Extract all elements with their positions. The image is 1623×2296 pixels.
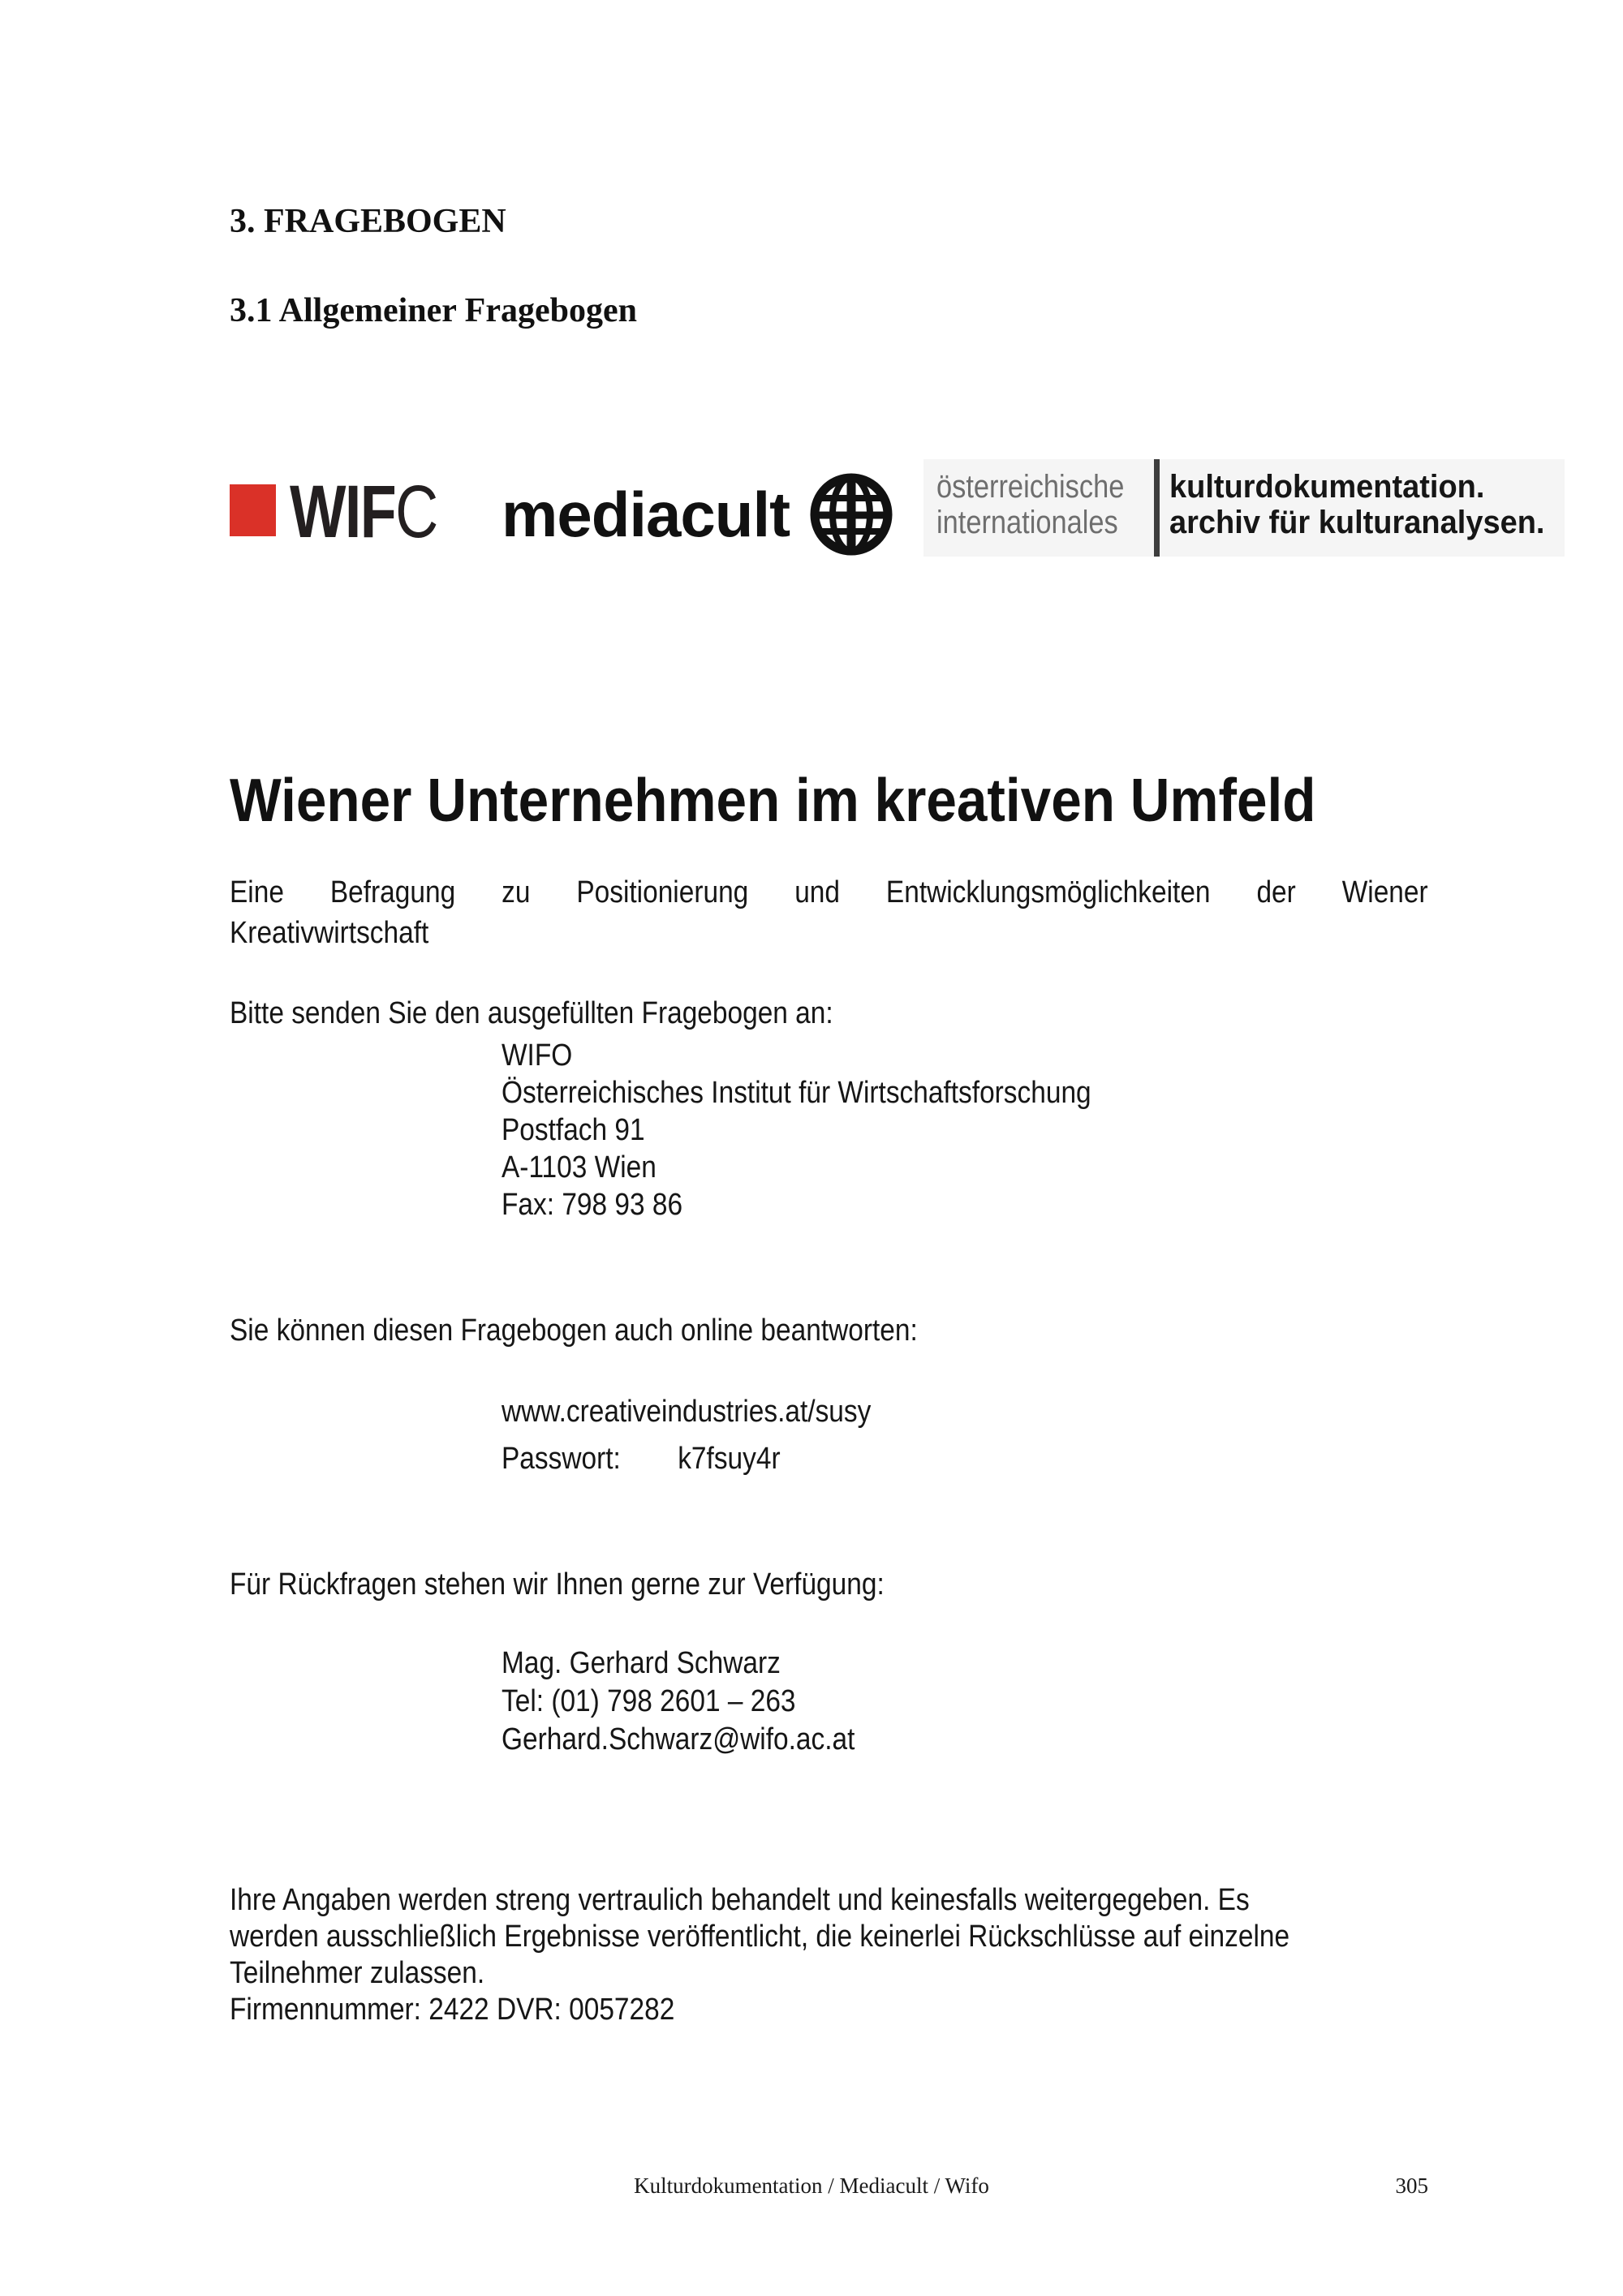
send-instruction-label: Bitte senden Sie den ausgefüllten Fragebogen an: [230,996,833,1030]
subtitle-line: Eine Befragung zu Positionierung und Entwicklungsmöglichkeiten der Wiener [230,875,1428,909]
address-line: Österreichisches Institut für Wirtschaftsforschung [502,1076,1091,1110]
wifo-logo-red-square [230,484,276,536]
online-url: www.creativeindustries.at/susy [502,1395,872,1429]
kultur-logo-left-line: österreichische [936,469,1125,505]
privacy-line: Ihre Angaben werden streng vertraulich behandelt und keinesfalls weitergegeben. Es [230,1883,1250,1917]
globe-icon [809,472,893,557]
wifo-logo-ring: C [395,471,437,553]
kultur-logo-right-column [1169,469,1545,557]
kultur-logo-divider [1154,459,1160,557]
subsection-heading: 3.1 Allgemeiner Fragebogen [230,292,637,329]
page-footer [195,2173,1428,2199]
kultur-logo-left-column [936,469,1123,557]
questionnaire-title: Wiener Unternehmen im kreativen Umfeld [230,766,1316,834]
address-line: WIFO [502,1038,573,1073]
wifo-logo [290,471,437,553]
page-number: 305 [1395,2173,1428,2198]
contact-block [502,1645,855,1759]
wifo-logo-text: WIF [290,471,396,553]
questionnaire-subtitle [230,872,1428,953]
address-line: A-1103 Wien [502,1150,657,1185]
kultur-logo-right-line: kulturdokumentation. [1169,469,1485,505]
postal-address-block [502,1037,1091,1223]
kultur-logo-left-line: internationales [936,505,1118,540]
registration-number: Firmennummer: 2422 DVR: 0057282 [230,1993,675,2027]
address-line: Fax: 798 93 86 [502,1188,683,1222]
section-heading: 3. FRAGEBOGEN [230,203,506,240]
mediacult-logo: mediacult [502,479,790,550]
password-row [502,1440,781,1477]
footer-title: Kulturdokumentation / Mediacult / Wifo [634,2173,989,2198]
password-label: Passwort: [502,1442,621,1476]
privacy-note [230,1882,1508,2028]
password-value: k7fsuy4r [678,1442,781,1476]
contact-phone: Tel: (01) 798 2601 – 263 [502,1684,796,1718]
kulturdokumentation-logo [923,459,1565,557]
privacy-line: werden ausschließlich Ergebnisse veröffentlicht, die keinerlei Rückschlüsse auf einzelne [230,1920,1290,1954]
subtitle-line: Kreativwirtschaft [230,916,429,950]
contact-instruction-label: Für Rückfragen stehen wir Ihnen gerne zur Verfügung: [230,1567,885,1602]
contact-email: Gerhard.Schwarz@wifo.ac.at [502,1722,855,1756]
privacy-line: Teilnehmer zulassen. [230,1956,485,1990]
kultur-logo-right-line: archiv für kulturanalysen. [1169,505,1545,540]
contact-name: Mag. Gerhard Schwarz [502,1646,781,1680]
online-instruction-label: Sie können diesen Fragebogen auch online beantworten: [230,1314,918,1348]
address-line: Postfach 91 [502,1113,645,1147]
